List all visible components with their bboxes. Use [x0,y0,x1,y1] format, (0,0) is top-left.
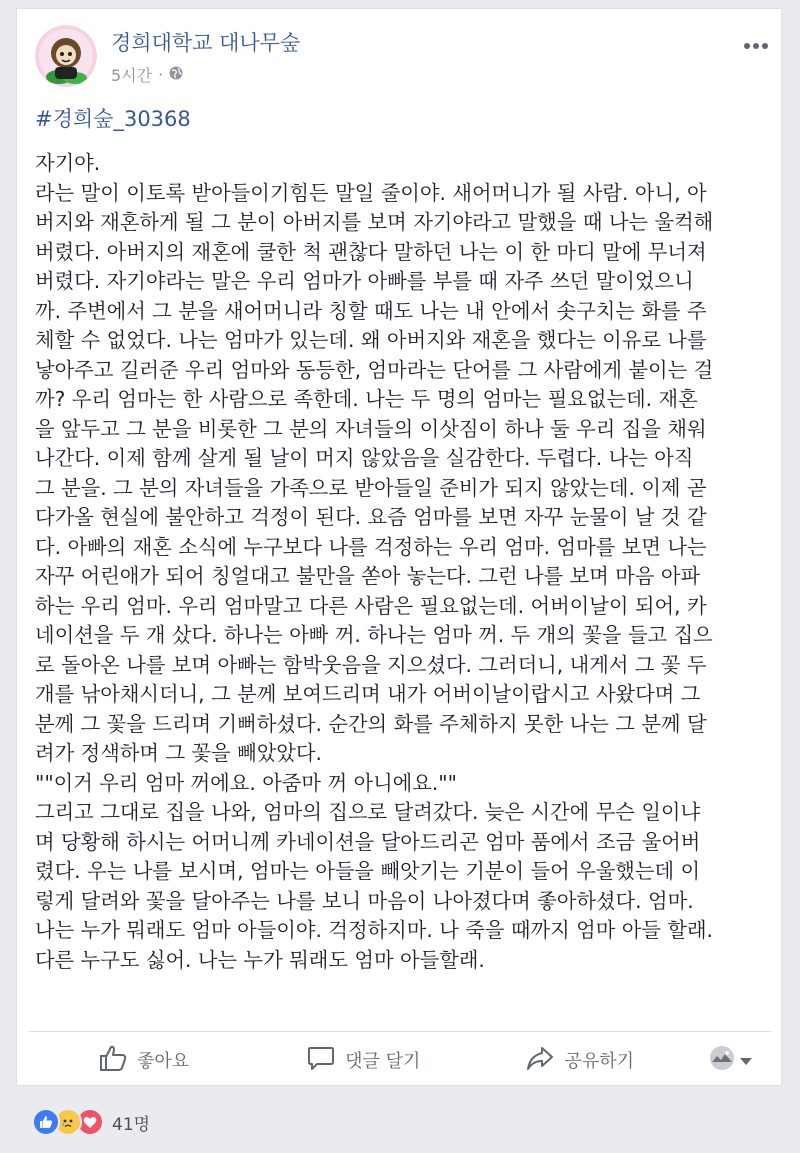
post-card [16,8,782,1086]
post-line: 라는 말이 이토록 받아들이기힘든 말일 줄이야. 새어머니가 될 사람. 아니, 아 [35,180,707,205]
globe-icon [169,65,183,84]
post-line: 그 분을. 그 분의 자녀들을 가족으로 받아들일 준비가 되지 않았는데. 이제 곧 [35,475,707,500]
post-line: 다가올 현실에 불안하고 걱정이 된다. 요즘 엄마를 보면 자꾸 눈물이 날 것 같 [35,505,707,529]
post-line: 렸다. 우는 나를 보시며, 엄마는 아들을 빼앗기는 기분이 들어 우울했는데 이 [35,859,701,883]
post-line: 하는 우리 엄마. 우리 엄마말고 다른 사람은 필요없는데. 어버이날이 되어, 카 [35,593,707,618]
thumbs-up-icon [99,1045,127,1076]
post-line: 버지와 재혼하게 될 그 분이 아버지를 보며 자기야라고 말했을 때 나는 울컥해 [35,210,714,234]
profile-thumbnail-icon [710,1046,734,1075]
post-line: 네이션을 두 개 샀다. 하나는 아빠 꺼. 하나는 엄마 꺼. 두 개의 꽃을 들고 집으 [35,623,713,647]
reaction-count: 41명 [112,1114,151,1135]
post-line: 려가 정색하며 그 꽃을 빼았았다. [35,741,322,765]
like-button[interactable] [99,1045,189,1076]
like-label: 좋아요 [137,1051,190,1072]
post-line: 다. 아빠의 재혼 소식에 누구보다 나를 걱정하는 우리 엄마. 엄마를 보면 나는 [35,534,707,559]
post-line: 며 당황해 하시는 어머니께 카네이션을 달아드리곤 엄마 품에서 조금 울어버 [35,829,701,854]
meta-separator: · [158,65,164,84]
post-line: 낳아주고 길러준 우리 엄마와 동등한, 엄마라는 단어를 그 사람에게 붙이는 걸 [35,357,714,382]
post-line: 체할 수 없었다. 나는 엄마가 있는데. 왜 아버지와 재혼을 했다는 이유로 나를 [35,328,707,352]
post-meta [111,63,183,86]
page-name[interactable]: 경희대학교 대나무숲 [111,31,301,55]
post-line: 자꾸 어린애가 되어 칭얼대고 불만을 쏟아 놓는다. 그런 나를 보며 마음 아파 [35,564,701,588]
comment-button[interactable] [307,1045,420,1076]
post-line: 로 돌아온 나를 보며 아빠는 함박웃음을 지으셨다. 그러더니, 내게서 그 꽃 두 [35,652,707,677]
post-line: 분께 그 꽃을 드리며 기뻐하셨다. 순간의 화를 주체하지 못한 나는 그 분께 달 [35,711,707,736]
post-line: 버렸다. 아버지의 재혼에 쿨한 척 괜찮다 말하던 나는 이 한 마디 말에 무너져 [35,239,707,264]
post-line: 까. 주변에서 그 분을 새어머니라 칭할 때도 나는 내 안에서 솟구치는 화를 주 [35,298,707,323]
post-line: 개를 낚아채시더니, 그 분께 보여드리며 내가 어버이날이랍시고 사왔다며 그 [35,682,701,706]
post-line: 자기야. [35,151,101,175]
post-line: 을 앞두고 그 분을 비롯한 그 분의 자녀들의 이삿짐이 하나 둘 우리 집을 채워 [35,416,707,441]
post-line: 나간다. 이제 함께 살게 될 날이 머지 않았음을 실감한다. 두렵다. 나는 아직 [35,446,694,470]
post-body [35,149,771,975]
post-line: 다른 누구도 싫어. 나는 누가 뭐래도 엄마 아들할래. [35,947,485,972]
post-time[interactable]: 5시간 [111,66,153,85]
post-line: ""이거 우리 엄마 꺼에요. 아줌마 꺼 아니에요."" [35,770,457,795]
comment-label: 댓글 달기 [345,1051,421,1072]
post-line: 나는 누가 뭐래도 엄마 아들이야. 걱정하지마. 나 죽을 때까지 엄마 아들 할래. [35,918,714,942]
audience-selector[interactable] [710,1046,752,1075]
post-line: 버렸다. 자기야라는 말은 우리 엄마가 아빠를 부를 때 자주 쓰던 말이었으니 [35,269,694,293]
more-options-icon[interactable] [743,31,769,56]
comment-icon [307,1045,335,1076]
action-bar [29,1031,771,1088]
caret-down-icon [740,1050,752,1071]
post-line: 그리고 그대로 집을 나와, 엄마의 집으로 달려갔다. 늦은 시간에 무슨 일이냐 [35,800,701,824]
share-label: 공유하기 [564,1051,635,1072]
post-line: 렇게 달려와 꽃을 달아주는 나를 보니 마음이 나아졌다며 좋아하셨다. 엄마. [35,888,694,913]
hashtag-link[interactable]: #경희숲_30368 [35,107,191,131]
page-avatar[interactable] [35,25,97,87]
share-icon [526,1045,554,1076]
share-button[interactable] [526,1045,634,1076]
like-reaction-icon [32,1108,60,1136]
reactions-summary[interactable] [32,1108,150,1136]
post-line: 까? 우리 엄마는 한 사람으로 족한데. 나는 두 명의 엄마는 필요없는데. 재혼 [35,387,698,411]
